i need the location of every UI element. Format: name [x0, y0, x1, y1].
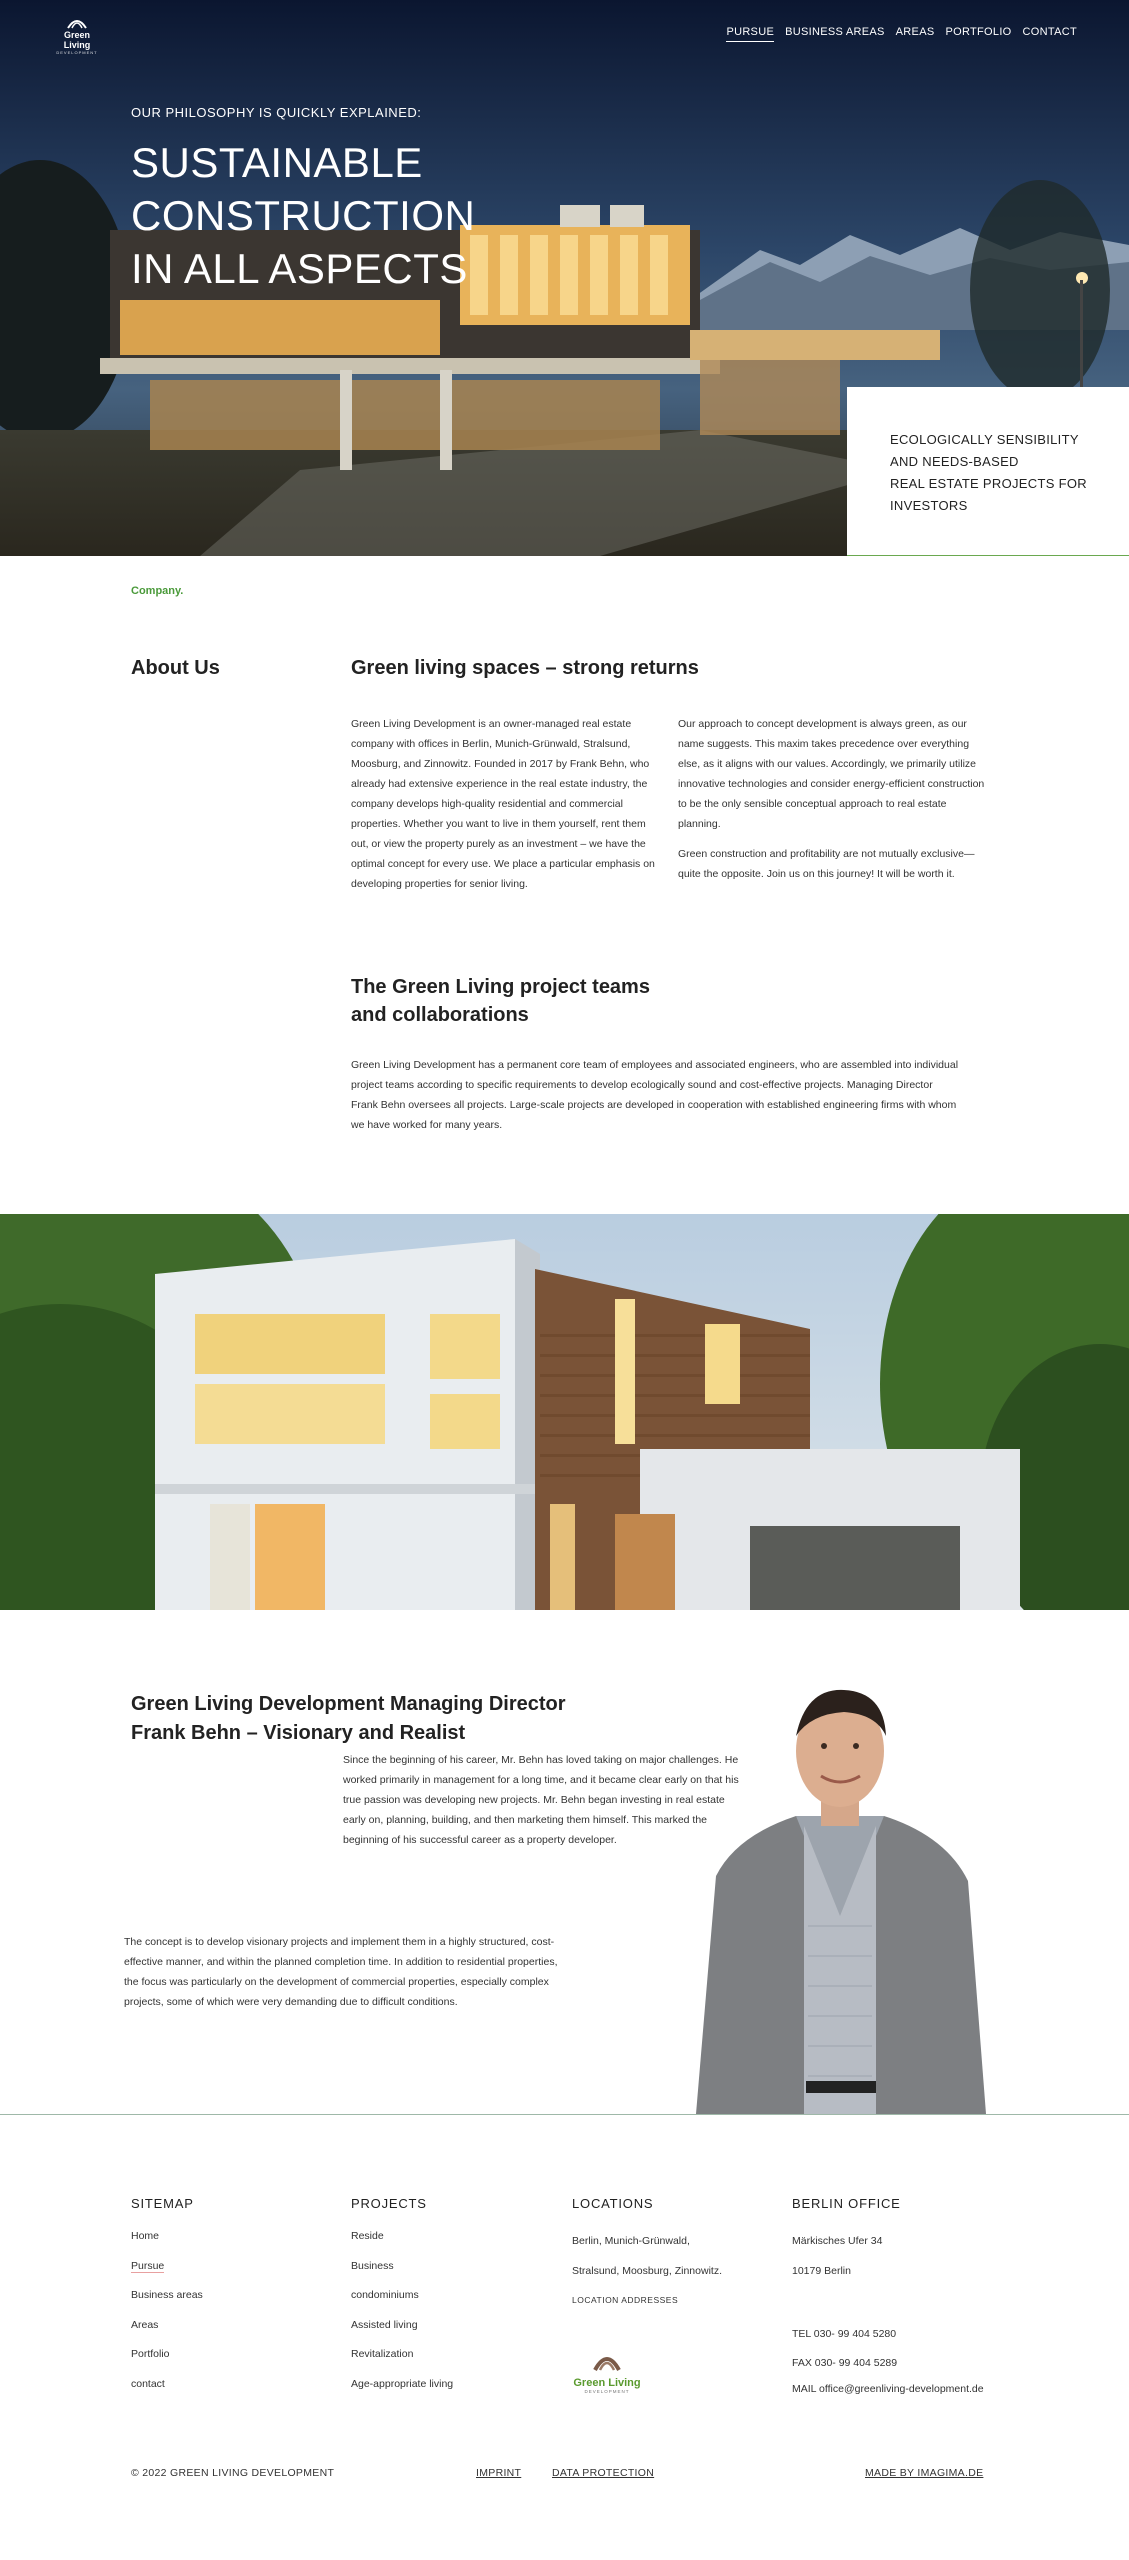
about-text-right — [678, 714, 988, 884]
footer-office-title: BERLIN OFFICE — [792, 2196, 901, 2211]
footer-logo — [572, 2346, 642, 2398]
made-by-link[interactable]: MADE BY IMAGIMA.DE — [865, 2467, 984, 2479]
director-title — [131, 1690, 691, 1748]
hero-card-line: INVESTORS — [890, 498, 968, 513]
footer-logo-sub: DEVELOPMENT — [584, 2389, 630, 2394]
director-text-2: The concept is to develop visionary projects and implement them in a highly structured, cost-effective manner, and within the planned completion time. In addition to residential properties, the focus was particularly on the development of commercial properties, especially complex projects, some of which were very demanding due to difficult conditions. — [124, 1936, 558, 2008]
projects-item — [351, 2375, 453, 2405]
footer-logo-name: Green Living — [573, 2377, 641, 2389]
director-title-line: Green Living Development Managing Director — [131, 1693, 566, 1715]
hero-card-line: ECOLOGICALLY SENSIBILITY — [890, 432, 1079, 447]
about-text-left: Green Living Development is an owner-managed real estate company with offices in Berlin, Munich-Grünwald, Stralsund, Moosburg, and Zinnowitz. Founded in 2017 by Frank Behn, who already had extensive experience in the real estate industry, the company develops high-quality residential and commercial properties. Whether you want to live in them yourself, rent them out, or view the property purely as an investment – we have the optimal concept for every use. We place a particular emphasis on developing properties for senior living. — [351, 718, 655, 890]
projects-item — [351, 2316, 453, 2346]
footer-projects — [351, 2196, 453, 2404]
office-fax: FAX 030- 99 404 5289 — [792, 2356, 898, 2369]
director-text-1: Since the beginning of his career, Mr. Behn has loved taking on major challenges. He worked primarily in management for a long time, and it became clear early on that his true passion was developing new projects. Mr. Behn began investing in real estate early on, planning, building, and then marketing them himself. This marked the beginning of his successful career as a property developer. — [343, 1754, 739, 1846]
imprint-link[interactable]: IMPRINT — [476, 2467, 522, 2479]
teams-text: Green Living Development has a permanent core team of employees and associated engineers, who are assembled into individual project teams according to specific requirements to develop ecologically sound and cost-effective projects. Managing Director Frank Behn oversees all projects. Large-scale projects are developed in cooperation with established engineering firms with whom we have worked for many years. — [351, 1059, 959, 1131]
teams-title — [351, 973, 751, 1029]
sitemap-link-contact[interactable]: contact — [131, 2377, 165, 2390]
hero-card-line: REAL ESTATE PROJECTS FOR — [890, 476, 1087, 491]
projects-link-age-appropriate[interactable]: Age-appropriate living — [351, 2377, 454, 2390]
sitemap-link-pursue[interactable]: Pursue — [131, 2259, 165, 2272]
hero-tagline-card — [847, 387, 1129, 556]
projects-link-assisted-living[interactable]: Assisted living — [351, 2318, 418, 2331]
about-us-heading: About Us — [131, 657, 220, 679]
about-title: Green living spaces – strong returns — [351, 657, 699, 679]
hero-accent-line — [847, 555, 1129, 556]
office-city: 10179 Berlin — [792, 2264, 851, 2277]
hero-card-line: AND NEEDS-BASED — [890, 454, 1019, 469]
hero-title — [131, 136, 631, 295]
sitemap-item — [131, 2345, 203, 2375]
footer-projects-title: PROJECTS — [351, 2196, 427, 2211]
main-nav — [726, 26, 1077, 42]
nav-contact[interactable]: CONTACT — [1022, 26, 1077, 38]
footer-sitemap-title: SITEMAP — [131, 2196, 194, 2211]
nav-portfolio[interactable]: PORTFOLIO — [945, 26, 1012, 38]
sitemap-item — [131, 2316, 203, 2346]
footer-sitemap — [131, 2196, 203, 2404]
sitemap-item — [131, 2257, 203, 2287]
sitemap-link-portfolio[interactable]: Portfolio — [131, 2348, 170, 2360]
about-text-right-1: Our approach to concept development is always green, as our name suggests. This maxim takes precedence over everything else, as it aligns with our values. Accordingly, we primarily utilize innovative technologies and consider energy-efficient construction to be the only sensible conceptual approach to real estate planning. — [678, 718, 985, 830]
hero-section — [0, 0, 1129, 556]
logo-sub: DEVELOPMENT — [56, 50, 98, 55]
locations-line: Stralsund, Moosburg, Zinnowitz. — [572, 2264, 722, 2277]
hero-kicker: OUR PHILOSOPHY IS QUICKLY EXPLAINED: — [131, 105, 422, 120]
teams-title-line: and collaborations — [351, 1004, 529, 1026]
sitemap-item — [131, 2375, 203, 2405]
director-title-line: Frank Behn – Visionary and Realist — [131, 1722, 466, 1744]
logo-name: Green Living — [63, 30, 91, 50]
footer-logo-mark-icon — [589, 2346, 625, 2372]
projects-item — [351, 2345, 453, 2375]
office-tel[interactable]: TEL 030- 99 404 5280 — [792, 2328, 897, 2340]
location-addresses-link[interactable]: LOCATION ADDRESSES — [572, 2295, 679, 2305]
office-street: Märkisches Ufer 34 — [792, 2235, 883, 2247]
about-text-right-2: Green construction and profitability are not mutually exclusive—quite the opposite. Join us on this journey! It will be worth it. — [678, 848, 975, 880]
projects-link-revitalization[interactable]: Revitalization — [351, 2348, 414, 2360]
hero-title-line: SUSTAINABLE — [131, 139, 423, 186]
sitemap-item — [131, 2227, 203, 2257]
nav-business-areas[interactable]: BUSINESS AREAS — [785, 26, 885, 38]
locations-line: Berlin, Munich-Grünwald, — [572, 2235, 690, 2247]
nav-areas[interactable]: AREAS — [895, 26, 935, 38]
sitemap-link-areas[interactable]: Areas — [131, 2318, 159, 2331]
projects-link-business[interactable]: Business — [351, 2259, 394, 2272]
footer-locations-title: LOCATIONS — [572, 2196, 654, 2211]
nav-pursue[interactable]: PURSUE — [726, 26, 774, 42]
company-label: Company. — [131, 585, 184, 597]
projects-link-condominiums[interactable]: condominiums — [351, 2289, 419, 2301]
projects-item — [351, 2227, 453, 2257]
teams-title-line: The Green Living project teams — [351, 976, 650, 998]
logo-mark-icon — [64, 14, 90, 30]
sitemap-item — [131, 2286, 203, 2316]
hero-title-line: IN ALL ASPECTS — [131, 245, 468, 292]
director-portrait-image — [676, 1666, 1004, 2114]
sitemap-link-home[interactable]: Home — [131, 2230, 160, 2242]
office-mail[interactable]: MAIL office@greenliving-development.de — [792, 2382, 984, 2395]
footer-office — [792, 2196, 984, 2402]
projects-item — [351, 2286, 453, 2316]
hero-title-line: CONSTRUCTION — [131, 192, 476, 239]
locations-link-wrap — [572, 2286, 722, 2316]
footer-divider — [0, 2114, 1129, 2115]
sitemap-link-business-areas[interactable]: Business areas — [131, 2289, 203, 2301]
modern-house-image — [0, 1214, 1129, 1610]
projects-link-reside[interactable]: Reside — [351, 2230, 384, 2242]
site-logo[interactable] — [52, 14, 102, 54]
copyright: © 2022 GREEN LIVING DEVELOPMENT — [131, 2467, 335, 2479]
projects-item — [351, 2257, 453, 2287]
footer-locations — [572, 2196, 722, 2316]
data-protection-link[interactable]: DATA PROTECTION — [552, 2467, 655, 2479]
